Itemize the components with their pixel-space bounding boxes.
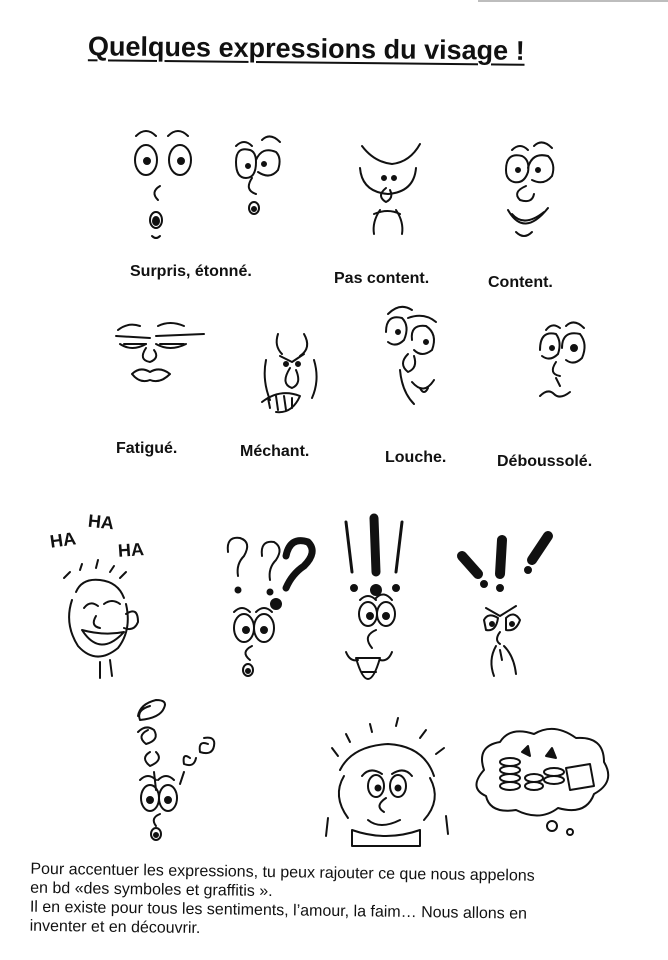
face-tired [116,323,204,381]
face-shifty [386,307,436,404]
exclamation-marks-bold [462,536,548,591]
face-surprised-1 [135,131,191,238]
question-marks [228,538,312,609]
laughing-head [64,560,138,678]
face-dizzy [140,776,177,840]
face-question [234,608,274,676]
face-surprised-2 [236,136,280,214]
face-frazzled [326,718,448,846]
label-pas-content: Pas content. [334,270,430,287]
exclamation-marks [346,518,402,595]
face-exclaim [346,594,395,679]
paragraph-line-1: Pour accentuer les expressions, tu peux rajouter ce que nous appelons [30,860,535,885]
thought-bubble-money [476,729,608,835]
face-unhappy [360,144,420,234]
laugh-text-1: HA [48,528,78,552]
paragraph-line-2: en bd «des symboles et graffitis ». [30,879,273,901]
paragraph-line-3: Il en existe pour tous les sentiments, l’amour, la faim… Nous allons en [29,898,528,923]
label-deboussole: Déboussolé. [497,453,593,470]
label-content: Content. [488,274,553,291]
face-mean [262,334,317,412]
label-fatigue: Fatigué. [116,440,178,457]
face-confused [540,322,585,396]
paragraph-line-4: inventer et en découvrir. [29,917,201,938]
label-louche: Louche. [385,449,447,466]
description-paragraph [29,860,650,945]
face-angry-exclaim [484,606,520,676]
laugh-text-2: HA [87,510,116,534]
face-happy [506,142,553,236]
label-mechant: Méchant. [240,443,310,460]
page-title: Quelques expressions du visage ! [87,31,525,66]
label-surpris: Surpris, étonné. [130,263,252,280]
laugh-text-3: HA [117,539,145,561]
